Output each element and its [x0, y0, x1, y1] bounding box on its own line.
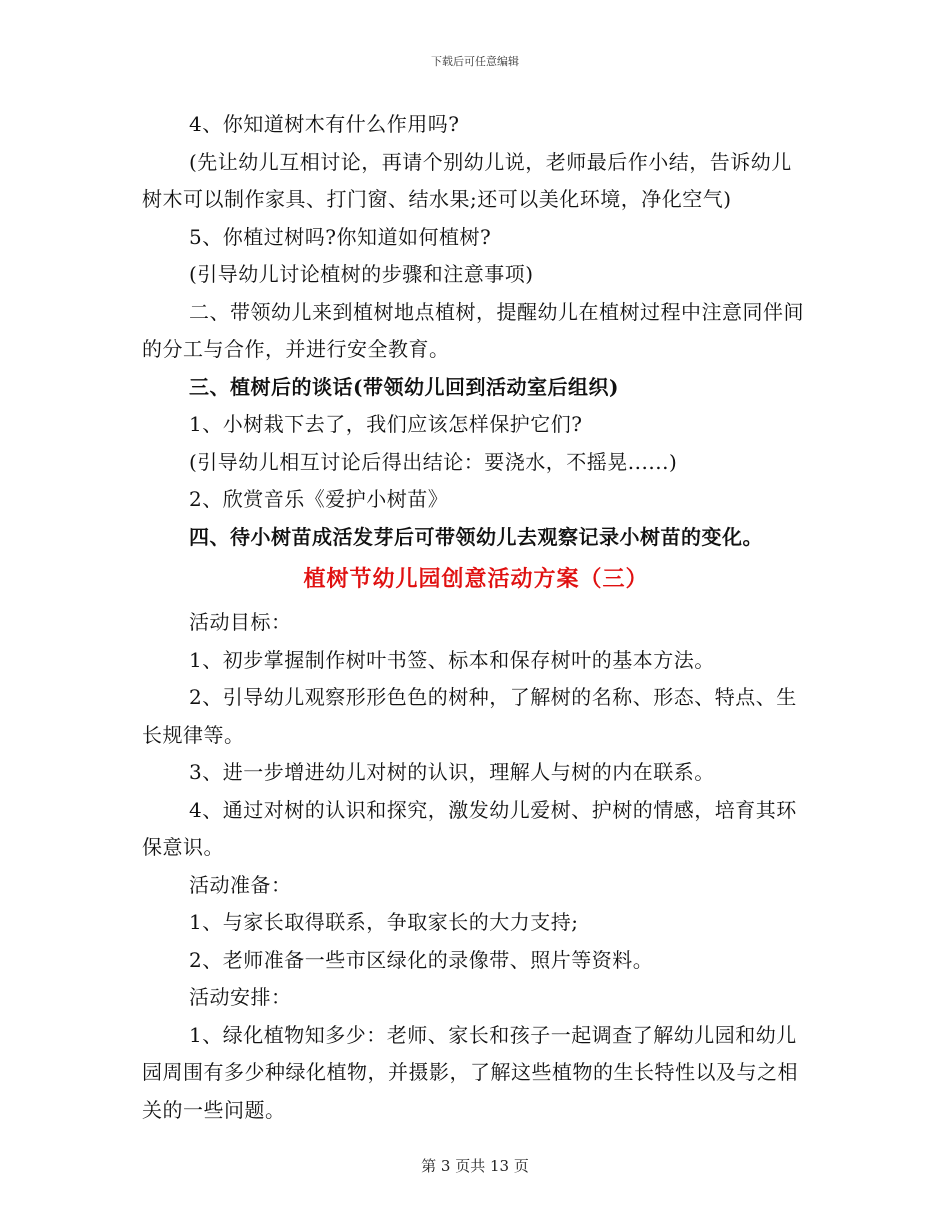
paragraph-q5: 5、你植过树吗?你知道如何植树?: [189, 224, 492, 249]
paragraph-protect-trees: 1、小树栽下去了，我们应该怎样保护它们?: [189, 412, 583, 436]
paragraph-protect-guide: (引导幼儿相互讨论后得出结论：要浇水，不摇晃......): [189, 449, 678, 474]
paragraph-arrange-label: 活动安排：: [189, 985, 292, 1009]
paragraph-prep-label: 活动准备：: [189, 872, 292, 897]
page-footer-number: 第 3 页共 13 页: [421, 1157, 529, 1175]
paragraph-step-four-heading: 四、待小树苗成活发芽后可带领幼儿去观察记录小树苗的变化。: [189, 524, 763, 549]
section-title: 植树节幼儿园创意活动方案（三）: [303, 567, 649, 592]
paragraph-goal-1: 1、初步掌握制作树叶书签、标本和保存树叶的基本方法。: [189, 647, 715, 672]
paragraph-arrange-1: 1、绿化植物知多少：老师、家长和孩子一起调查了解幼儿园和幼儿园周围有多少种绿化植物，并摄影，了解这些植物的生长特性以及与之相关的一些问题。: [142, 1022, 798, 1122]
paragraph-step-two: 二、带领幼儿来到植树地点植树，提醒幼儿在植树过程中注意同伴间的分工与合作，并进行安全教育。: [142, 299, 804, 361]
paragraph-goal-2: 2、引导幼儿观察形形色色的树种，了解树的名称、形态、特点、生长规律等。: [142, 685, 797, 747]
paragraph-goal-4: 4、通过对树的认识和探究，激发幼儿爱树、护树的情感，培育其环保意识。: [142, 797, 797, 859]
paragraph-q4: 4、你知道树木有什么作用吗?: [189, 112, 460, 136]
paragraph-goal-3: 3、进一步增进幼儿对树的认识，理解人与树的内在联系。: [189, 760, 715, 784]
paragraph-step-three-heading: 三、植树后的谈话(带领幼儿回到活动室后组织): [189, 374, 619, 399]
paragraph-prep-1: 1、与家长取得联系，争取家长的大力支持;: [189, 910, 579, 934]
paragraph-prep-2: 2、老师准备一些市区绿化的录像带、照片等资料。: [189, 947, 654, 972]
document-body: [142, 106, 810, 1129]
paragraph-q4-answer: (先让幼儿互相讨论，再请个别幼儿说，老师最后作小结，告诉幼儿树木可以制作家具、打门窗、结水果;还可以美化环境，净化空气): [142, 149, 792, 211]
page-header-note: 下载后可任意编辑: [431, 55, 519, 68]
paragraph-music: 2、欣赏音乐《爱护小树苗》: [189, 487, 449, 511]
paragraph-goals-label: 活动目标：: [189, 610, 292, 634]
paragraph-q5-guide: (引导幼儿讨论植树的步骤和注意事项): [189, 262, 534, 286]
